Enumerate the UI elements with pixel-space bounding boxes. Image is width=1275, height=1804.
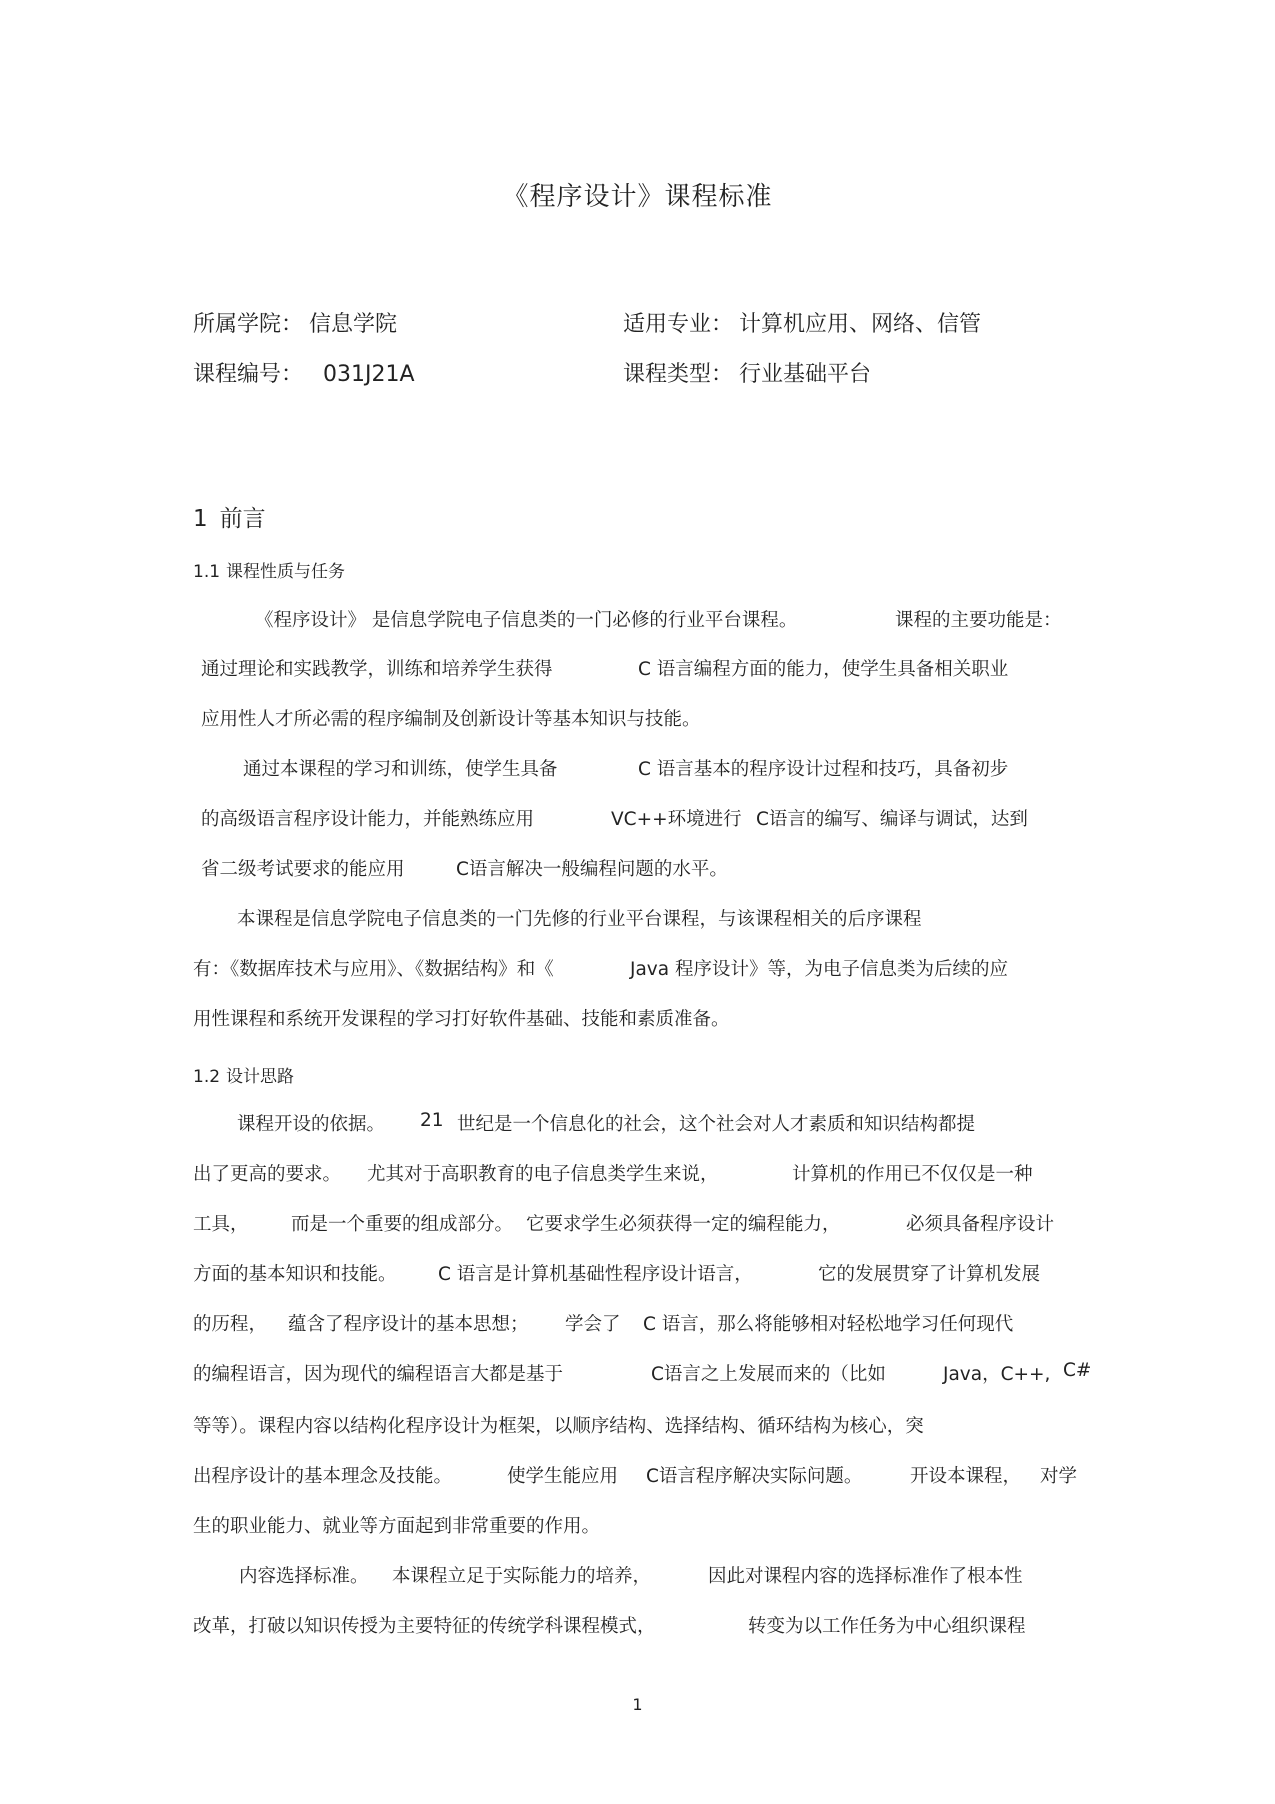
body-text-segment: 用性课程和系统开发课程的学习打好软件基础、技能和素质准备。 xyxy=(193,1009,730,1030)
college-value: 信息学院 xyxy=(309,312,398,337)
major-value: 计算机应用、网络、信管 xyxy=(739,312,982,337)
body-text-segment: 它要求学生必须获得一定的编程能力， xyxy=(526,1214,841,1235)
body-text-segment: C 语言基本的程序设计过程和技巧，具备初步 xyxy=(638,759,1009,780)
body-text-segment: 内容选择标准。 xyxy=(239,1566,369,1587)
section-title: 课程性质与任务 xyxy=(226,562,346,582)
section-heading-1-2 xyxy=(193,1062,294,1087)
body-text-segment: 而是一个重要的组成部分。 xyxy=(291,1214,514,1235)
body-text-segment: 应用性人才所必需的程序编制及创新设计等基本知识与技能。 xyxy=(201,709,701,730)
body-text-segment: 蕴含了程序设计的基本思想； xyxy=(288,1314,529,1335)
body-text-segment: 改革，打破以知识传授为主要特征的传统学科课程模式， xyxy=(193,1616,656,1637)
type-value: 行业基础平台 xyxy=(739,362,872,387)
body-text-segment: 的高级语言程序设计能力，并能熟练应用 xyxy=(201,809,535,830)
section-number: 1 xyxy=(193,506,208,532)
college-row xyxy=(193,307,397,338)
body-text-segment: 通过本课程的学习和训练，使学生具备 xyxy=(243,759,558,780)
section-title: 设计思路 xyxy=(226,1067,295,1087)
code-value: 031J21A xyxy=(323,362,415,387)
body-text-segment: 《程序设计》 是信息学院电子信息类的一门必修的行业平台课程。 xyxy=(255,610,798,631)
page-title: 《程序设计》课程标准 xyxy=(502,182,773,212)
code-row xyxy=(193,357,415,388)
body-text-segment: C语言的编写、编译与调试，达到 xyxy=(756,809,1028,830)
body-text-segment: Java 程序设计》等，为电子信息类为后续的应 xyxy=(630,959,1008,980)
body-text-segment: 有：《数据库技术与应用》、《数据结构》和《 xyxy=(193,959,554,980)
body-text-segment: 转变为以工作任务为中心组织课程 xyxy=(748,1616,1026,1637)
body-text-segment: 通过理论和实践教学，训练和培养学生获得 xyxy=(201,659,553,680)
section-heading-1-1 xyxy=(193,557,345,582)
body-text-segment: 等等）。课程内容以结构化程序设计为框架，以顺序结构、选择结构、循环结构为核心，突 xyxy=(193,1416,924,1437)
body-text-segment: 的编程语言，因为现代的编程语言大都是基于 xyxy=(193,1364,564,1385)
body-text-segment: C 语言编程方面的能力，使学生具备相关职业 xyxy=(638,659,1009,680)
section-number: 1.2 xyxy=(193,1067,221,1087)
type-row xyxy=(623,357,871,388)
body-text-segment: 学会了 xyxy=(565,1314,621,1335)
body-text-segment: C# xyxy=(1063,1360,1092,1381)
code-label: 课程编号： xyxy=(193,362,304,387)
body-text-segment: 对学 xyxy=(1040,1466,1078,1487)
body-text-segment: 本课程是信息学院电子信息类的一门先修的行业平台课程，与该课程相关的后序课程 xyxy=(237,909,922,930)
body-text-segment: C语言程序解决实际问题。 xyxy=(646,1466,863,1487)
body-text-segment: 课程开设的依据。 xyxy=(237,1114,386,1135)
section-title: 前言 xyxy=(219,506,266,532)
body-text-segment: 生的职业能力、就业等方面起到非常重要的作用。 xyxy=(193,1516,601,1537)
body-text-segment: 方面的基本知识和技能。 xyxy=(193,1264,397,1285)
section-heading-1 xyxy=(193,500,266,533)
body-text-segment: 开设本课程， xyxy=(910,1466,1022,1487)
body-text-segment: 出程序设计的基本理念及技能。 xyxy=(193,1466,453,1487)
body-text-segment: C 语言，那么将能够相对轻松地学习任何现代 xyxy=(643,1314,1014,1335)
body-text-segment: 的历程， xyxy=(193,1314,268,1335)
body-text-segment: 世纪是一个信息化的社会，这个社会对人才素质和知识结构都提 xyxy=(457,1114,976,1135)
body-text-segment: 21 xyxy=(420,1110,444,1131)
body-text-segment: 课程的主要功能是： xyxy=(895,610,1062,631)
body-text-segment: 本课程立足于实际能力的培养， xyxy=(392,1566,652,1587)
body-text-segment: 使学生能应用 xyxy=(507,1466,619,1487)
body-text-segment: 出了更高的要求。 xyxy=(193,1164,342,1185)
college-label: 所属学院： xyxy=(193,312,304,337)
type-label: 课程类型： xyxy=(623,362,734,387)
body-text-segment: C 语言是计算机基础性程序设计语言， xyxy=(438,1264,753,1285)
body-text-segment: Java，C++, xyxy=(943,1364,1051,1385)
major-row xyxy=(623,307,981,338)
body-text-segment: C语言解决一般编程问题的水平。 xyxy=(456,859,728,880)
page-number: 1 xyxy=(632,1695,643,1714)
body-text-segment: 计算机的作用已不仅仅是一种 xyxy=(792,1164,1033,1185)
body-text-segment: 工具， xyxy=(193,1214,249,1235)
major-label: 适用专业： xyxy=(623,312,734,337)
body-text-segment: 因此对课程内容的选择标准作了根本性 xyxy=(708,1566,1023,1587)
body-text-segment: 必须具备程序设计 xyxy=(906,1214,1055,1235)
body-text-segment: 它的发展贯穿了计算机发展 xyxy=(818,1264,1041,1285)
body-text-segment: 尤其对于高职教育的电子信息类学生来说， xyxy=(367,1164,719,1185)
body-text-segment: C语言之上发展而来的（比如 xyxy=(651,1364,886,1385)
body-text-segment: 省二级考试要求的能应用 xyxy=(201,859,405,880)
section-number: 1.1 xyxy=(193,562,221,582)
body-text-segment: VC++环境进行 xyxy=(611,809,742,830)
